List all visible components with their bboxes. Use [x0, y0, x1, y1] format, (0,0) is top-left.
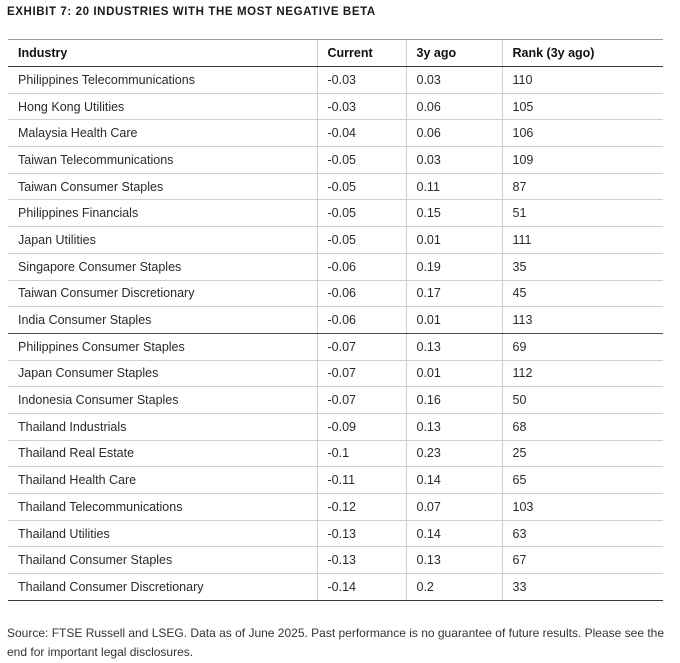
- table-row: [8, 67, 663, 94]
- cell-rank: 110: [502, 67, 663, 94]
- table-row: [8, 574, 663, 601]
- header-current: Current: [317, 40, 406, 67]
- cell-rank: 87: [502, 173, 663, 200]
- cell-industry: Indonesia Consumer Staples: [8, 387, 317, 414]
- cell-industry: Japan Consumer Staples: [8, 360, 317, 387]
- cell-rank: 103: [502, 494, 663, 521]
- cell-current: -0.12: [317, 494, 406, 521]
- cell-current: -0.05: [317, 200, 406, 227]
- table-row: [8, 307, 663, 334]
- table-row: [8, 387, 663, 414]
- cell-rank: 109: [502, 147, 663, 174]
- cell-current: -0.07: [317, 333, 406, 360]
- cell-rank: 112: [502, 360, 663, 387]
- cell-rank: 111: [502, 227, 663, 254]
- table-row: [8, 200, 663, 227]
- cell-3y-ago: 0.06: [406, 120, 502, 147]
- cell-industry: Thailand Consumer Discretionary: [8, 574, 317, 601]
- cell-industry: Malaysia Health Care: [8, 120, 317, 147]
- table-row: [8, 413, 663, 440]
- table-row: [8, 520, 663, 547]
- cell-current: -0.03: [317, 93, 406, 120]
- cell-3y-ago: 0.19: [406, 253, 502, 280]
- cell-rank: 63: [502, 520, 663, 547]
- header-3y-ago: 3y ago: [406, 40, 502, 67]
- source-note: Source: FTSE Russell and LSEG. Data as of June 2025. Past performance is no guarantee of future results. Please see the end for important legal disclosures.: [7, 626, 665, 659]
- table-row: [8, 467, 663, 494]
- cell-industry: Taiwan Consumer Discretionary: [8, 280, 317, 307]
- cell-industry: Singapore Consumer Staples: [8, 253, 317, 280]
- table-row: [8, 147, 663, 174]
- table-row: [8, 253, 663, 280]
- cell-industry: Taiwan Consumer Staples: [8, 173, 317, 200]
- cell-3y-ago: 0.01: [406, 227, 502, 254]
- cell-rank: 50: [502, 387, 663, 414]
- cell-rank: 45: [502, 280, 663, 307]
- cell-3y-ago: 0.07: [406, 494, 502, 521]
- cell-3y-ago: 0.03: [406, 67, 502, 94]
- exhibit-title: EXHIBIT 7: 20 INDUSTRIES WITH THE MOST NEGATIVE BETA: [7, 6, 376, 18]
- cell-current: -0.03: [317, 67, 406, 94]
- cell-industry: Philippines Telecommunications: [8, 67, 317, 94]
- cell-current: -0.05: [317, 173, 406, 200]
- table-row: [8, 227, 663, 254]
- cell-industry: Thailand Health Care: [8, 467, 317, 494]
- cell-rank: 69: [502, 333, 663, 360]
- cell-rank: 33: [502, 574, 663, 601]
- cell-rank: 68: [502, 413, 663, 440]
- cell-industry: Thailand Consumer Staples: [8, 547, 317, 574]
- cell-3y-ago: 0.13: [406, 547, 502, 574]
- cell-current: -0.13: [317, 547, 406, 574]
- cell-rank: 105: [502, 93, 663, 120]
- table-row: [8, 440, 663, 467]
- cell-industry: Japan Utilities: [8, 227, 317, 254]
- cell-industry: Philippines Financials: [8, 200, 317, 227]
- table-row: [8, 547, 663, 574]
- cell-rank: 35: [502, 253, 663, 280]
- cell-3y-ago: 0.06: [406, 93, 502, 120]
- industries-beta-table: [8, 39, 663, 601]
- cell-3y-ago: 0.16: [406, 387, 502, 414]
- cell-3y-ago: 0.11: [406, 173, 502, 200]
- cell-industry: Taiwan Telecommunications: [8, 147, 317, 174]
- cell-3y-ago: 0.17: [406, 280, 502, 307]
- cell-current: -0.06: [317, 307, 406, 334]
- cell-3y-ago: 0.15: [406, 200, 502, 227]
- cell-industry: Philippines Consumer Staples: [8, 333, 317, 360]
- cell-current: -0.14: [317, 574, 406, 601]
- cell-3y-ago: 0.14: [406, 520, 502, 547]
- cell-current: -0.06: [317, 253, 406, 280]
- cell-3y-ago: 0.03: [406, 147, 502, 174]
- cell-3y-ago: 0.01: [406, 360, 502, 387]
- cell-industry: India Consumer Staples: [8, 307, 317, 334]
- cell-current: -0.07: [317, 360, 406, 387]
- header-rank-3y-ago: Rank (3y ago): [502, 40, 663, 67]
- cell-3y-ago: 0.23: [406, 440, 502, 467]
- cell-rank: 65: [502, 467, 663, 494]
- cell-industry: Thailand Real Estate: [8, 440, 317, 467]
- cell-current: -0.06: [317, 280, 406, 307]
- cell-3y-ago: 0.2: [406, 574, 502, 601]
- table-row: [8, 333, 663, 360]
- table-header-row: [8, 40, 663, 67]
- cell-rank: 113: [502, 307, 663, 334]
- cell-industry: Thailand Utilities: [8, 520, 317, 547]
- cell-current: -0.07: [317, 387, 406, 414]
- cell-3y-ago: 0.01: [406, 307, 502, 334]
- cell-current: -0.09: [317, 413, 406, 440]
- cell-current: -0.11: [317, 467, 406, 494]
- cell-3y-ago: 0.13: [406, 413, 502, 440]
- cell-current: -0.04: [317, 120, 406, 147]
- cell-rank: 51: [502, 200, 663, 227]
- table-row: [8, 93, 663, 120]
- cell-rank: 106: [502, 120, 663, 147]
- cell-current: -0.05: [317, 147, 406, 174]
- table-row: [8, 173, 663, 200]
- cell-industry: Thailand Industrials: [8, 413, 317, 440]
- cell-rank: 25: [502, 440, 663, 467]
- cell-rank: 67: [502, 547, 663, 574]
- cell-industry: Hong Kong Utilities: [8, 93, 317, 120]
- cell-industry: Thailand Telecommunications: [8, 494, 317, 521]
- cell-current: -0.05: [317, 227, 406, 254]
- cell-current: -0.13: [317, 520, 406, 547]
- cell-current: -0.1: [317, 440, 406, 467]
- table-row: [8, 494, 663, 521]
- header-industry: Industry: [8, 40, 317, 67]
- cell-3y-ago: 0.14: [406, 467, 502, 494]
- table-row: [8, 360, 663, 387]
- table-row: [8, 120, 663, 147]
- cell-3y-ago: 0.13: [406, 333, 502, 360]
- table-row: [8, 280, 663, 307]
